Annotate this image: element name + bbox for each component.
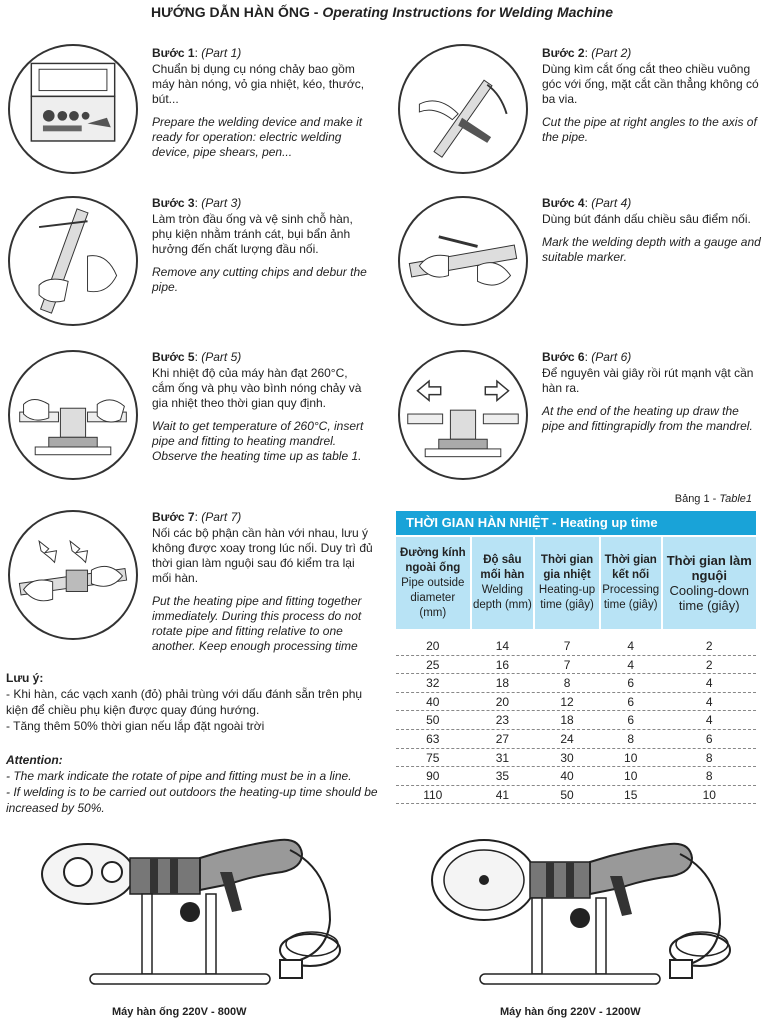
table-caption: [675, 493, 752, 505]
table-row: 40 20 12 6 4: [396, 693, 756, 712]
notes-en: [6, 752, 378, 816]
step-7-vi: Nối các bộ phận cần hàn với nhau, lưu ý không được xoay trong lúc nối. Duy trì đủ thời gian làm nguội sau đó kiểm tra lại mối hàn.: [152, 526, 373, 585]
step-2-part: (Part 2): [591, 46, 632, 60]
step-4-label: Bước 4: [542, 196, 585, 210]
table-title: THỜI GIAN HÀN NHIỆT - Heating up time: [396, 511, 756, 535]
step-6-label: Bước 6: [542, 350, 585, 364]
step-1-part: (Part 1): [201, 46, 242, 60]
deburr-tool-icon: [10, 198, 136, 324]
notes-vi: [6, 670, 376, 734]
marker-gauge-icon: [400, 198, 526, 324]
step-4-vi: Dùng bút đánh dấu chiều sâu điểm nối.: [542, 212, 751, 226]
arrow-left-icon: [417, 381, 440, 400]
step-4-part: (Part 4): [591, 196, 632, 210]
step-5-en: Wait to get temperature of 260°C, insert pipe and fitting to heating mandrel. Observe the heating time up as table 1.: [152, 419, 364, 463]
table-caption-vi: Bảng 1 -: [674, 493, 720, 505]
table-header-cell: Đường kính ngoài ống Pipe outside diameter (mm): [396, 537, 470, 629]
step-4-en: Mark the welding depth with a gauge and suitable marker.: [542, 235, 761, 264]
arrow-right-icon: [485, 381, 508, 400]
machine-800w-illustration: [30, 832, 360, 1000]
table-row: 110 41 50 15 10: [396, 786, 756, 805]
notes-vi-label: Lưu ý:: [6, 671, 44, 685]
table-body: [396, 637, 756, 804]
table-header-cell: Thời gian làm nguội Cooling-down time (giây): [663, 537, 756, 629]
step-2-illustration: [398, 44, 528, 174]
table-header-cell: Độ sâu mối hàn Welding depth (mm): [472, 537, 534, 629]
table-header: [396, 537, 756, 629]
step-7-part: (Part 7): [201, 510, 242, 524]
heating-time-table: [396, 511, 756, 804]
step-3-illustration: [8, 196, 138, 326]
step-2-en: Cut the pipe at right angles to the axis of the pipe.: [542, 115, 757, 144]
machine-800w-caption: Máy hàn ống 220V - 800W: [112, 1006, 247, 1018]
step-6-en: At the end of the heating up draw the pipe and fittingrapidly from the mandrel.: [542, 404, 753, 433]
welding-machine-1200w-icon: [420, 832, 750, 1000]
step-1-vi: Chuẩn bị dụng cụ nóng chảy bao gồm máy hàn nóng, vỏ gia nhiệt, kéo, thước, bút...: [152, 62, 365, 106]
step-3-en: Remove any cutting chips and debur the pipe.: [152, 265, 367, 294]
step-3-part: (Part 3): [201, 196, 242, 210]
step-7-en: Put the heating pipe and fitting together immediately. During this process do not rotate pipe and fitting relative to one another. Keep enough processing time: [152, 594, 362, 653]
table-row: 32 18 8 6 4: [396, 674, 756, 693]
notes-vi-line-2: - Tăng thêm 50% thời gian nếu lắp đặt ngoài trời: [6, 719, 265, 733]
step-3-label: Bước 3: [152, 196, 195, 210]
toolbox-icon: [10, 46, 136, 172]
join-pipe-icon: [10, 512, 136, 638]
step-5-illustration: [8, 350, 138, 480]
heating-mandrel-icon: [10, 352, 136, 478]
notes-en-line-1: - The mark indicate the rotate of pipe and fitting must be in a line.: [6, 769, 352, 783]
step-6-vi: Để nguyên vài giây rồi rút mạnh vật cần hàn ra.: [542, 366, 754, 395]
notes-vi-line-1: - Khi hàn, các vạch xanh (đỏ) phải trùng với dấu đánh sẵn trên phụ kiện để chiều phụ kiện được quay đúng hướng.: [6, 687, 363, 717]
step-5-label: Bước 5: [152, 350, 195, 364]
step-6-illustration: [398, 350, 528, 480]
title-en: Operating Instructions for Welding Machine: [322, 4, 613, 20]
step-2-vi: Dùng kìm cắt ống cắt theo chiều vuông góc với ống, mặt cắt cần thẳng không có ba via.: [542, 62, 759, 106]
table-caption-en: Table1: [719, 493, 752, 505]
title-vi: HƯỚNG DẪN HÀN ỐNG -: [151, 4, 323, 20]
step-5-part: (Part 5): [201, 350, 242, 364]
table-row: 75 31 30 10 8: [396, 749, 756, 768]
table-row: 25 16 7 4 2: [396, 656, 756, 675]
step-4-illustration: [398, 196, 528, 326]
table-header-cell: Thời gian kết nối Processing time (giây): [601, 537, 661, 629]
step-1-text: Bước 1: (Part 1) Chuẩn bị dụng cụ nóng chảy bao gồm máy hàn nóng, vỏ gia nhiệt, kéo, thước, bút... Prepare the welding device and make it ready for operation: electric welding device, pipe shears, pen...: [152, 46, 372, 160]
step-7-illustration: [8, 510, 138, 640]
step-7-label: Bước 7: [152, 510, 195, 524]
step-5-vi: Khi nhiệt độ của máy hàn đạt 260°C, cắm ống và phụ vào bình nóng chảy và gia nhiệt theo thời gian quy định.: [152, 366, 362, 410]
step-6-text: Bước 6: (Part 6) Để nguyên vài giây rồi rút mạnh vật cần hàn ra. At the end of the heating up draw the pipe and fittingrapidly from the mandrel.: [542, 350, 764, 434]
notes-en-label: Attention:: [6, 753, 63, 767]
step-5-text: Bước 5: (Part 5) Khi nhiệt độ của máy hàn đạt 260°C, cắm ống và phụ vào bình nóng chảy và gia nhiệt theo thời gian quy định. Wait to get temperature of 260°C, insert pipe and fitting to heating mandrel. Observe the heating time up as table 1.: [152, 350, 372, 464]
step-1-illustration: [8, 44, 138, 174]
step-3-text: Bước 3: (Part 3) Làm tròn đầu ống và vệ sinh chỗ hàn, phụ kiện nhằm tránh cát, bụi bẩn ảnh hưởng đến chất lượng đầu nối. Remove any cutting chips and debur the pipe.: [152, 196, 372, 295]
welding-machine-800w-icon: [30, 832, 360, 1000]
pipe-cutter-icon: [400, 46, 526, 172]
step-4-text: Bước 4: (Part 4) Dùng bút đánh dấu chiều sâu điểm nối. Mark the welding depth with a gauge and suitable marker.: [542, 196, 764, 265]
machine-1200w-caption: Máy hàn ống 220V - 1200W: [500, 1006, 641, 1018]
step-2-label: Bước 2: [542, 46, 585, 60]
table-row: 90 35 40 10 8: [396, 767, 756, 786]
step-3-vi: Làm tròn đầu ống và vệ sinh chỗ hàn, phụ kiện nhằm tránh cát, bụi bẩn ảnh hưởng đến chất lượng đầu nối.: [152, 212, 353, 256]
table-row: 50 23 18 6 4: [396, 711, 756, 730]
step-6-part: (Part 6): [591, 350, 632, 364]
step-7-text: Bước 7: (Part 7) Nối các bộ phận cần hàn với nhau, lưu ý không được xoay trong lúc nối. Duy trì đủ thời gian làm nguội sau đó kiểm tra lại mối hàn. Put the heating pipe and fitting together immediately. During this process do not rotate pipe and fitting relative to one another. Keep enough processing time: [152, 510, 373, 653]
machine-1200w-illustration: [420, 832, 750, 1000]
table-row: 20 14 7 4 2: [396, 637, 756, 656]
page-title: [0, 4, 764, 20]
step-1-en: Prepare the welding device and make it ready for operation: electric welding device, pipe shears, pen...: [152, 115, 363, 159]
table-header-cell: Thời gian gia nhiệt Heating-up time (giây): [535, 537, 599, 629]
step-2-text: Bước 2: (Part 2) Dùng kìm cắt ống cắt theo chiều vuông góc với ống, mặt cắt cần thẳng không có ba via. Cut the pipe at right angles to the axis of the pipe.: [542, 46, 764, 145]
table-row: 63 27 24 8 6: [396, 730, 756, 749]
notes-en-line-2: - If welding is to be carried out outdoors the heating-up time should be increased by 50%.: [6, 785, 378, 815]
draw-apart-icon: [400, 352, 526, 478]
step-1-label: Bước 1: [152, 46, 195, 60]
